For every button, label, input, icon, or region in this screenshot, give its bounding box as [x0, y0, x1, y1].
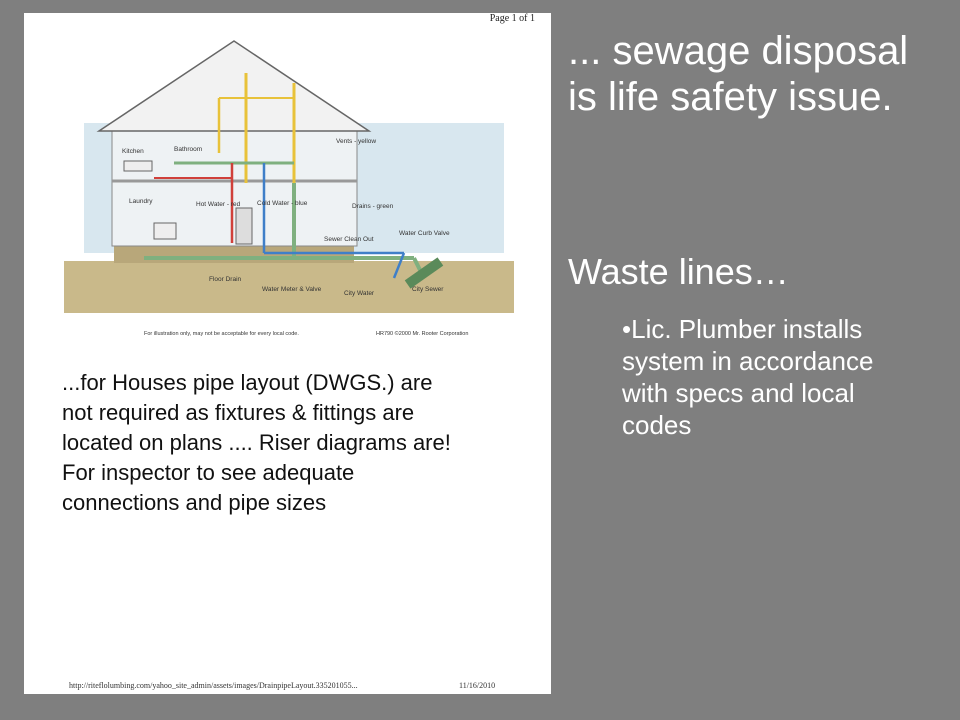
house-roof [99, 41, 369, 131]
slide-headline: ... sewage disposal is life safety issue. [568, 29, 909, 119]
diagram-copyright: HR790 ©2000 Mr. Rooter Corporation [376, 331, 469, 337]
water-heater [236, 208, 252, 244]
label-kitchen: Kitchen [122, 148, 144, 155]
label-laundry: Laundry [129, 198, 153, 205]
kitchen-sink [124, 161, 152, 171]
label-water-meter: Water Meter & Valve [262, 286, 322, 293]
label-cold-water: Cold Water - blue [257, 200, 308, 207]
label-bathroom: Bathroom [174, 146, 203, 153]
label-water-curb-valve: Water Curb Valve [399, 230, 450, 237]
label-vents: Vents - yellow [336, 138, 377, 145]
laundry-tub [154, 223, 176, 239]
footer-date: 11/16/2010 [459, 681, 496, 690]
label-drains: Drains - green [352, 203, 394, 210]
slide-bullet: •Lic. Plumber installs system in accordance with specs and local codes [622, 314, 874, 440]
house-walls [112, 128, 357, 246]
label-floor-drain: Floor Drain [209, 276, 242, 283]
diagram-note: For illustration only, may not be acceptable for every local code. [144, 331, 299, 337]
label-sewer-clean-out: Sewer Clean Out [324, 236, 374, 243]
label-city-sewer: City Sewer [412, 286, 444, 293]
plumbing-diagram [24, 13, 551, 353]
page-header: Page 1 of 1 [489, 13, 535, 24]
document-caption: ...for Houses pipe layout (DWGS.) are not required as fixtures & fittings are located on plans .... Riser diagrams are! For inspector to see adequate connections and pipe sizes [62, 370, 451, 515]
label-city-water: City Water [344, 290, 375, 297]
document-page-image [24, 13, 551, 694]
slide-subhead: Waste lines… [568, 251, 789, 292]
label-hot-water: Hot Water - red [196, 201, 241, 208]
footer-url: http://riteflolumbing.com/yahoo_site_admin/assets/images/DrainpipeLayout.335201055... [69, 681, 358, 690]
